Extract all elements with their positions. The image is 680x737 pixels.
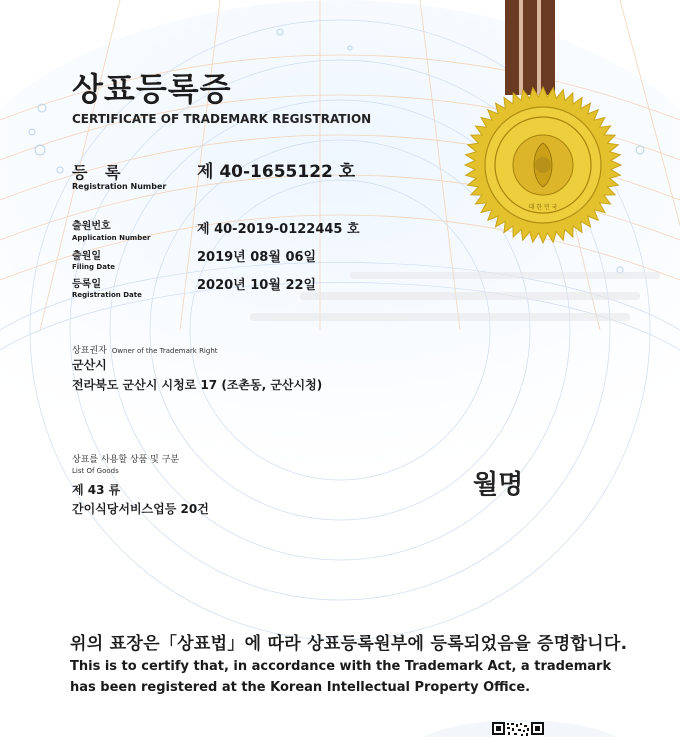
owner-label-ko: 상표권자 bbox=[72, 346, 107, 356]
application-label-ko: 출원번호 bbox=[72, 221, 111, 232]
goods-label-ko: 상표를 사용할 상품 및 구분 bbox=[72, 455, 180, 465]
application-label-en: Application Number bbox=[72, 234, 151, 242]
goods-description: 간이식당서비스업등 20건 bbox=[72, 502, 209, 516]
filing-label-en: Filing Date bbox=[72, 263, 116, 271]
registration-date-label-ko: 등록일 bbox=[72, 279, 101, 290]
certificate-title-en: CERTIFICATE OF TRADEMARK REGISTRATION bbox=[72, 112, 372, 126]
certificate-title-ko: 상표등록증 bbox=[72, 70, 232, 108]
gold-seal bbox=[463, 85, 623, 245]
registration-date: 2020년 10월 22일 bbox=[197, 278, 317, 293]
registration-label-ko: 등 록 bbox=[72, 163, 127, 182]
filing-date: 2019년 08월 06일 bbox=[197, 250, 317, 265]
filing-label-ko: 출원일 bbox=[72, 251, 101, 262]
application-number: 제 40-2019-0122445 호 bbox=[197, 222, 360, 237]
trademark-text: 월명 bbox=[473, 470, 524, 500]
goods-class: 제 43 류 bbox=[72, 483, 121, 497]
seal-caption: 대 한 민 국 bbox=[528, 204, 558, 211]
owner-label-en: Owner of the Trademark Right bbox=[111, 347, 218, 355]
certification-statement-ko: 위의 표장은「상표법」에 따라 상표등록원부에 등록되었음을 증명합니다. bbox=[70, 634, 628, 654]
certification-statement-en-line1: This is to certify that, in accordance with the Trademark Act, a trademark bbox=[70, 659, 612, 674]
owner-address: 전라북도 군산시 시청로 17 (조촌동, 군산시청) bbox=[72, 378, 323, 392]
owner-label bbox=[72, 338, 218, 357]
registration-label-en: Registration Number bbox=[72, 182, 167, 191]
registration-number: 제 40-1655122 호 bbox=[197, 162, 356, 182]
certification-statement-en-line2: has been registered at the Korean Intellectual Property Office. bbox=[70, 680, 531, 695]
goods-label-en: List Of Goods bbox=[72, 467, 119, 475]
owner-name: 군산시 bbox=[72, 358, 107, 372]
registration-date-label-en: Registration Date bbox=[72, 291, 142, 299]
qr-code-icon bbox=[492, 722, 544, 737]
